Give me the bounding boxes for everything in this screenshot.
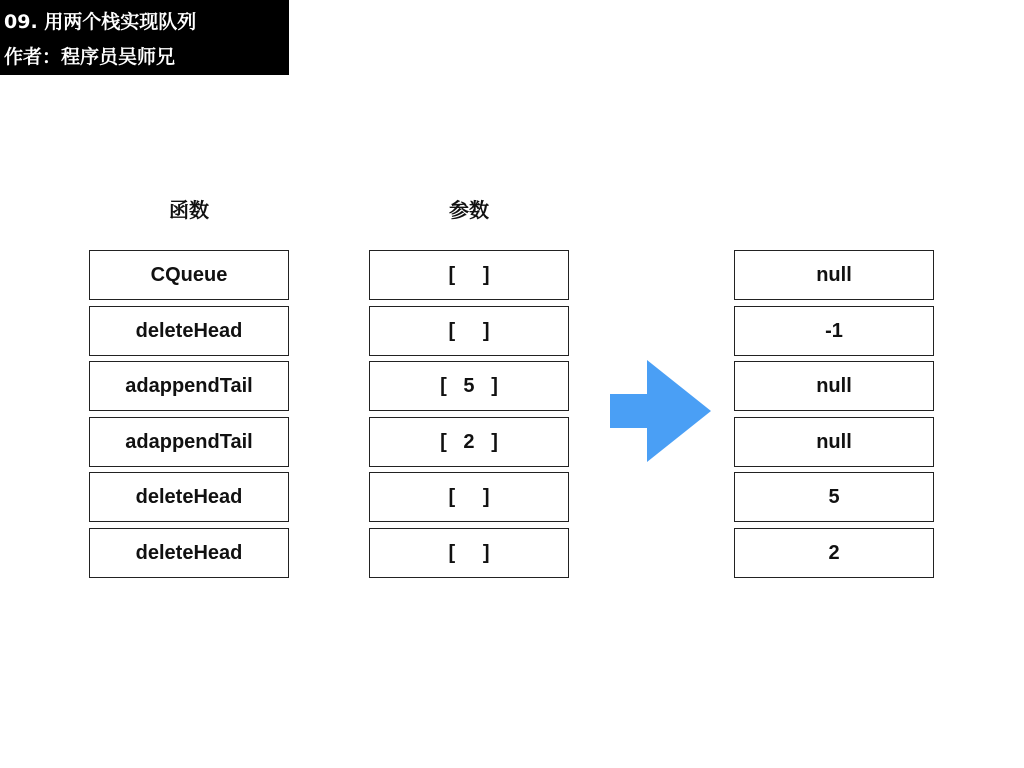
param-cell: [ ] [369, 472, 569, 522]
function-cell: deleteHead [89, 306, 289, 356]
result-cell: null [734, 417, 934, 467]
result-cell: 2 [734, 528, 934, 578]
param-cell: [ ] [369, 306, 569, 356]
param-cell: [ 2 ] [369, 417, 569, 467]
function-cell: deleteHead [89, 472, 289, 522]
function-cell: adappendTail [89, 361, 289, 411]
param-cell: [ 5 ] [369, 361, 569, 411]
result-cell: null [734, 361, 934, 411]
function-cell: CQueue [89, 250, 289, 300]
params-column-header: 参数 [449, 198, 489, 222]
result-cell: 5 [734, 472, 934, 522]
result-cell: null [734, 250, 934, 300]
right-arrow-icon [610, 360, 712, 462]
functions-column-header: 函数 [169, 198, 209, 222]
result-cell: -1 [734, 306, 934, 356]
function-cell: adappendTail [89, 417, 289, 467]
param-cell: [ ] [369, 250, 569, 300]
page-title: 09. 用两个栈实现队列 [4, 11, 197, 33]
param-cell: [ ] [369, 528, 569, 578]
author-line: 作者：程序员吴师兄 [4, 46, 176, 68]
function-cell: deleteHead [89, 528, 289, 578]
title-box [0, 0, 289, 75]
